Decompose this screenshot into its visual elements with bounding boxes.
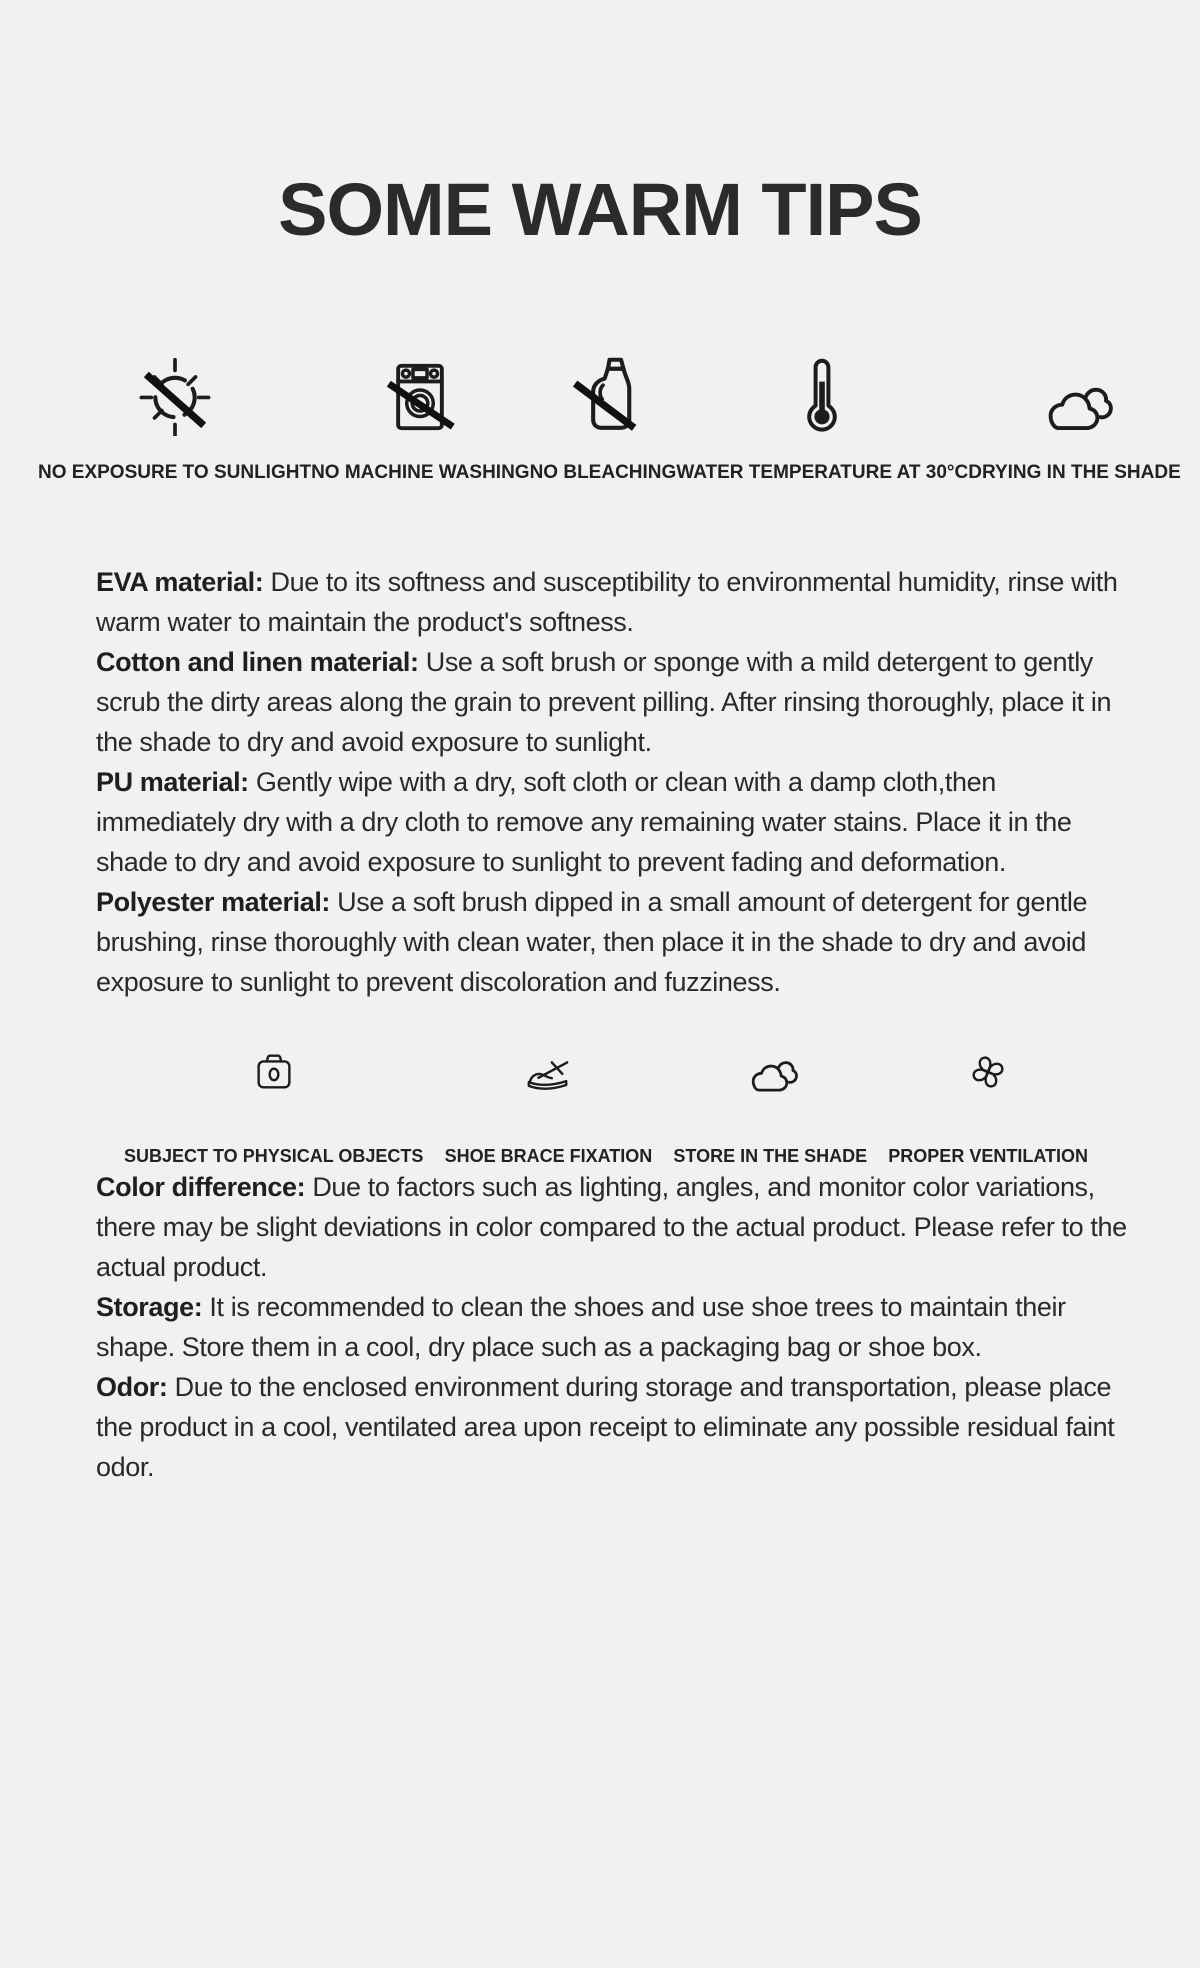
tip-paragraph-storage bbox=[96, 1287, 1140, 1367]
tip-text: Use a soft brush dipped in a small amount of detergent for gentle brushing, rinse thoroughly with clean water, then place it in the shade to dry and avoid exposure to sunlight to prevent discoloration and fuzziness. bbox=[96, 887, 1088, 997]
tip-paragraph-eva bbox=[96, 562, 1140, 642]
thermometer-icon bbox=[782, 352, 862, 436]
tip-no-sunlight bbox=[38, 352, 311, 484]
tip-lead: Cotton and linen material: bbox=[96, 647, 419, 677]
tip-shoe-brace-fixation bbox=[445, 1046, 653, 1167]
tip-proper-ventilation bbox=[888, 1046, 1088, 1167]
tip-text: It is recommended to clean the shoes and use shoe trees to maintain their shape. Store them in a cool, dry place such as a packaging bag or shoe box. bbox=[96, 1292, 1066, 1362]
icon-label: SUBJECT TO PHYSICAL OBJECTS bbox=[124, 1146, 424, 1166]
tip-paragraph-pu bbox=[96, 762, 1140, 882]
no-sunlight-icon bbox=[134, 352, 216, 436]
icon-label: DRYING IN THE SHADE bbox=[968, 462, 1181, 483]
tip-no-bleaching bbox=[530, 352, 677, 484]
tip-text: Use a soft brush or sponge with a mild detergent to gently scrub the dirty areas along the grain to prevent pilling. After rinsing thoroughly, place it in the shade to dry and avoid exposure to sunlight. bbox=[96, 647, 1112, 757]
tip-no-machine-washing bbox=[311, 352, 530, 484]
tip-text: Due to its softness and susceptibility to environmental humidity, rinse with warm water to maintain the product's softness. bbox=[96, 567, 1118, 637]
tip-text: Due to factors such as lighting, angles, and monitor color variations, there may be slight deviations in color compared to the actual product. Please refer to the actual product. bbox=[96, 1172, 1127, 1282]
tip-subject-to-physical-objects bbox=[124, 1046, 423, 1167]
tip-drying-in-shade bbox=[968, 352, 1181, 484]
washing-icons-row bbox=[0, 352, 1200, 484]
tip-lead: EVA material: bbox=[96, 567, 264, 597]
icon-label: NO BLEACHING bbox=[529, 462, 677, 483]
icon-label: PROPER VENTILATION bbox=[888, 1146, 1088, 1166]
icon-label: SHOE BRACE FIXATION bbox=[444, 1146, 653, 1166]
tip-text: Due to the enclosed environment during storage and transportation, please place the product in a cool, ventilated area upon receipt to eliminate any possible residual faint odor. bbox=[96, 1372, 1115, 1482]
tip-lead: Storage: bbox=[96, 1292, 203, 1322]
tip-text: Gently wipe with a dry, soft cloth or clean with a damp cloth,then immediately dry with a dry cloth to remove any remaining water stains. Place it in the shade to dry and avoid exposure to sunlight to prevent fading and deformation. bbox=[96, 767, 1072, 877]
tip-lead: PU material: bbox=[96, 767, 249, 797]
fan-icon bbox=[964, 1046, 1012, 1096]
camera-icon bbox=[250, 1046, 298, 1096]
page-title: SOME WARM TIPS bbox=[278, 168, 922, 251]
tip-paragraph-odor bbox=[96, 1367, 1140, 1487]
general-tips-section bbox=[96, 1167, 1140, 1487]
no-machine-washing-icon bbox=[381, 352, 459, 436]
tip-paragraph-color-difference bbox=[96, 1167, 1140, 1287]
tip-store-in-shade bbox=[673, 1046, 867, 1167]
tip-lead: Color difference: bbox=[96, 1172, 306, 1202]
icon-label: NO EXPOSURE TO SUNLIGHT bbox=[38, 462, 312, 483]
no-bleaching-icon bbox=[562, 352, 644, 436]
tip-water-temperature bbox=[676, 352, 968, 484]
tip-lead: Polyester material: bbox=[96, 887, 331, 917]
icon-label: WATER TEMPERATURE AT 30°C bbox=[676, 462, 969, 483]
cloud-icon bbox=[742, 1046, 798, 1096]
material-tips-section bbox=[96, 562, 1140, 1002]
clouds-icon bbox=[1035, 352, 1113, 436]
warm-tips-page bbox=[0, 168, 1200, 1968]
tip-lead: Odor: bbox=[96, 1372, 168, 1402]
tip-paragraph-cotton-linen bbox=[96, 642, 1140, 762]
storage-icons-row bbox=[0, 1046, 1200, 1167]
icon-label: STORE IN THE SHADE bbox=[673, 1146, 868, 1166]
shoe-brace-icon bbox=[522, 1046, 574, 1096]
tip-paragraph-polyester bbox=[96, 882, 1140, 1002]
icon-label: NO MACHINE WASHING bbox=[311, 462, 530, 483]
